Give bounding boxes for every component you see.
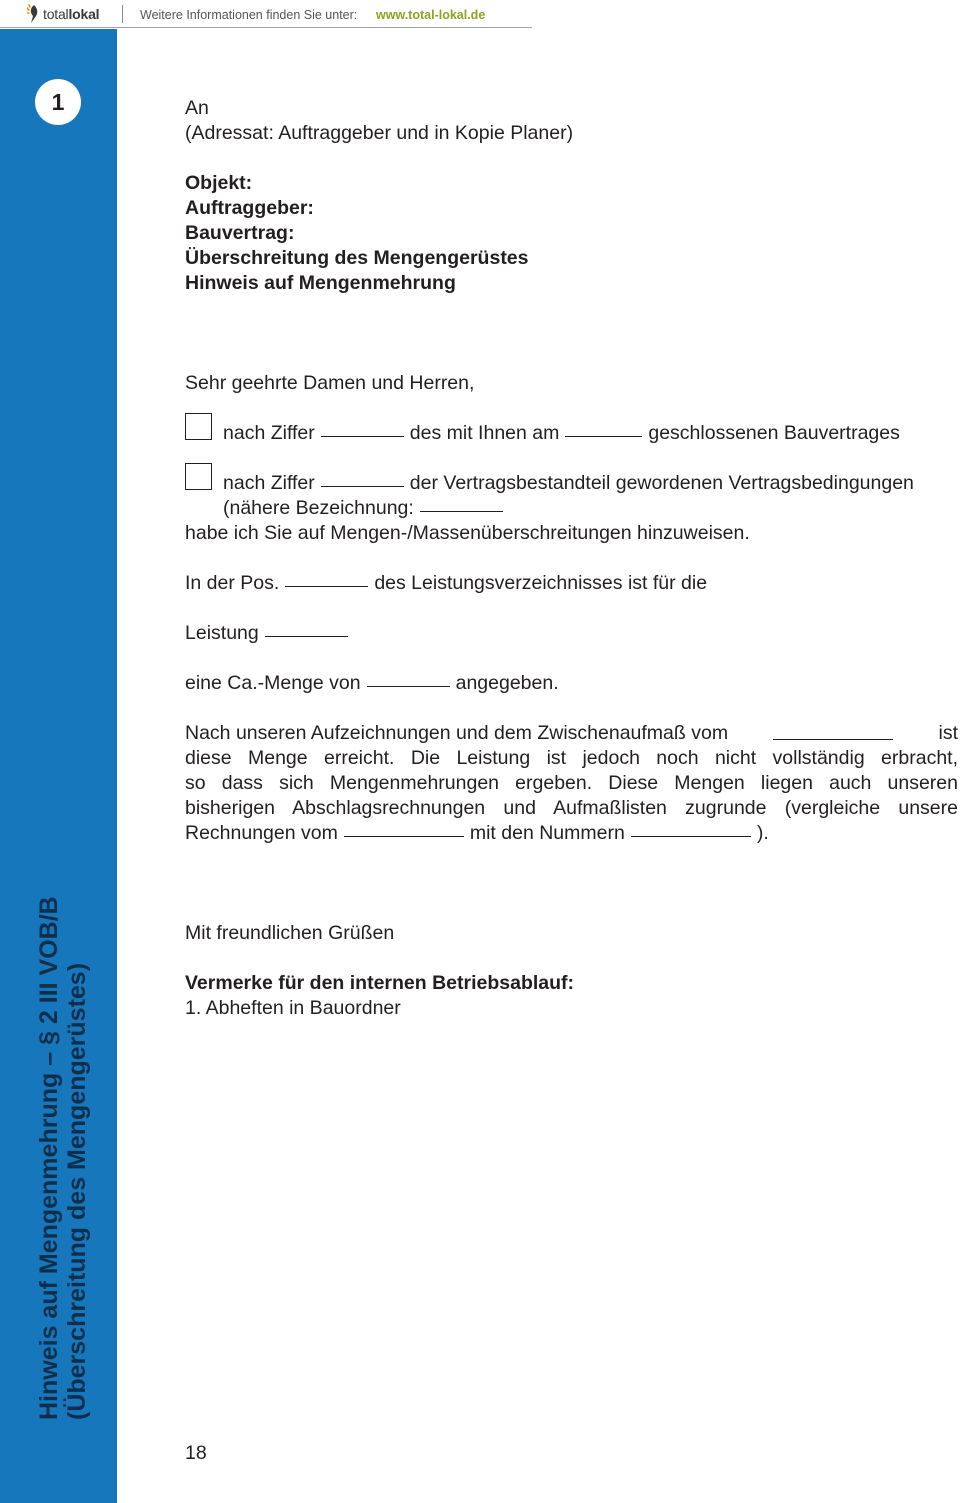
notice-line: habe ich Sie auf Mengen-/Massenüberschreitungen hinzuweisen. [185,522,750,544]
field-bauvertrag: Bauvertrag: [185,222,295,244]
sidebar-title-line2: (Überschreitung des Mengengerüstes) [63,962,91,1420]
closing: Mit freundlichen Grüßen [185,922,395,944]
subject-line-2: Hinweis auf Mengenmehrung [185,272,456,294]
recipient-an: An [185,97,209,119]
designation-blank[interactable] [420,511,503,512]
page-header [0,0,532,28]
date-blank-1[interactable] [565,436,642,437]
menge-line: eine Ca.-Menge von angegeben. [185,672,559,694]
option2-line: nach Ziffer der Vertragsbestandteil gewordenen Vertragsbedingungen [223,472,914,494]
para-line-3: so dass sich Mengenmehrungen ergeben. Diese Mengen liegen auch unseren [185,772,958,794]
ziffer-blank-2[interactable] [321,486,404,487]
position-blank[interactable] [285,586,368,587]
internal-notes-item: 1. Abheften in Bauordner [185,997,401,1019]
chapter-number-badge: 1 [35,79,81,125]
field-auftraggeber: Auftraggeber: [185,197,314,219]
ziffer-blank-1[interactable] [321,436,404,437]
header-divider [122,5,123,23]
salutation: Sehr geehrte Damen und Herren, [185,372,475,394]
sidebar-title-line1: Hinweis auf Mengenmehrung – § 2 III VOB/B [35,896,63,1420]
para-line-5: Rechnungen vom mit den Nummern ). [185,822,769,844]
header-info-text: Weitere Informationen finden Sie unter: [140,8,358,22]
leistung-blank[interactable] [265,636,348,637]
option1-checkbox[interactable] [185,413,212,440]
option2-checkbox[interactable] [185,463,212,490]
position-line: In der Pos. des Leistungsverzeichnisses ist für die [185,572,708,594]
subject-line-1: Überschreitung des Mengengerüstes [185,247,529,269]
logo-text: totallokal [43,6,100,22]
option1-line: nach Ziffer des mit Ihnen am geschlossenen Bauvertrages [223,422,900,444]
para-line-4: bisherigen Abschlagsrechnungen und Aufmaßlisten zugrunde (vergleiche unsere [185,797,958,819]
para-line-2: diese Menge erreicht. Die Leistung ist jedoch noch nicht vollständig erbracht, [185,747,958,769]
logo-sun-icon [27,4,41,24]
sidebar-title [35,896,91,1420]
internal-notes-heading: Vermerke für den internen Betriebsablauf: [185,972,575,994]
header-url-link[interactable]: www.total-lokal.de [376,8,486,22]
leistung-line: Leistung [185,621,354,646]
rechnungen-date-blank[interactable] [344,836,464,837]
para-line-1: Nach unseren Aufzeichnungen und dem Zwischenaufmaß vom ist [185,722,958,744]
totallokal-logo[interactable] [27,3,99,25]
field-objekt: Objekt: [185,172,253,194]
nummern-blank[interactable] [631,836,751,837]
recipient-addressee: (Adressat: Auftraggeber und in Kopie Planer) [185,122,574,144]
page-number: 18 [185,1442,207,1464]
option2-designation: (nähere Bezeichnung: [223,496,509,521]
menge-blank[interactable] [367,686,450,687]
zwischenaufmass-date-blank[interactable] [773,739,893,740]
